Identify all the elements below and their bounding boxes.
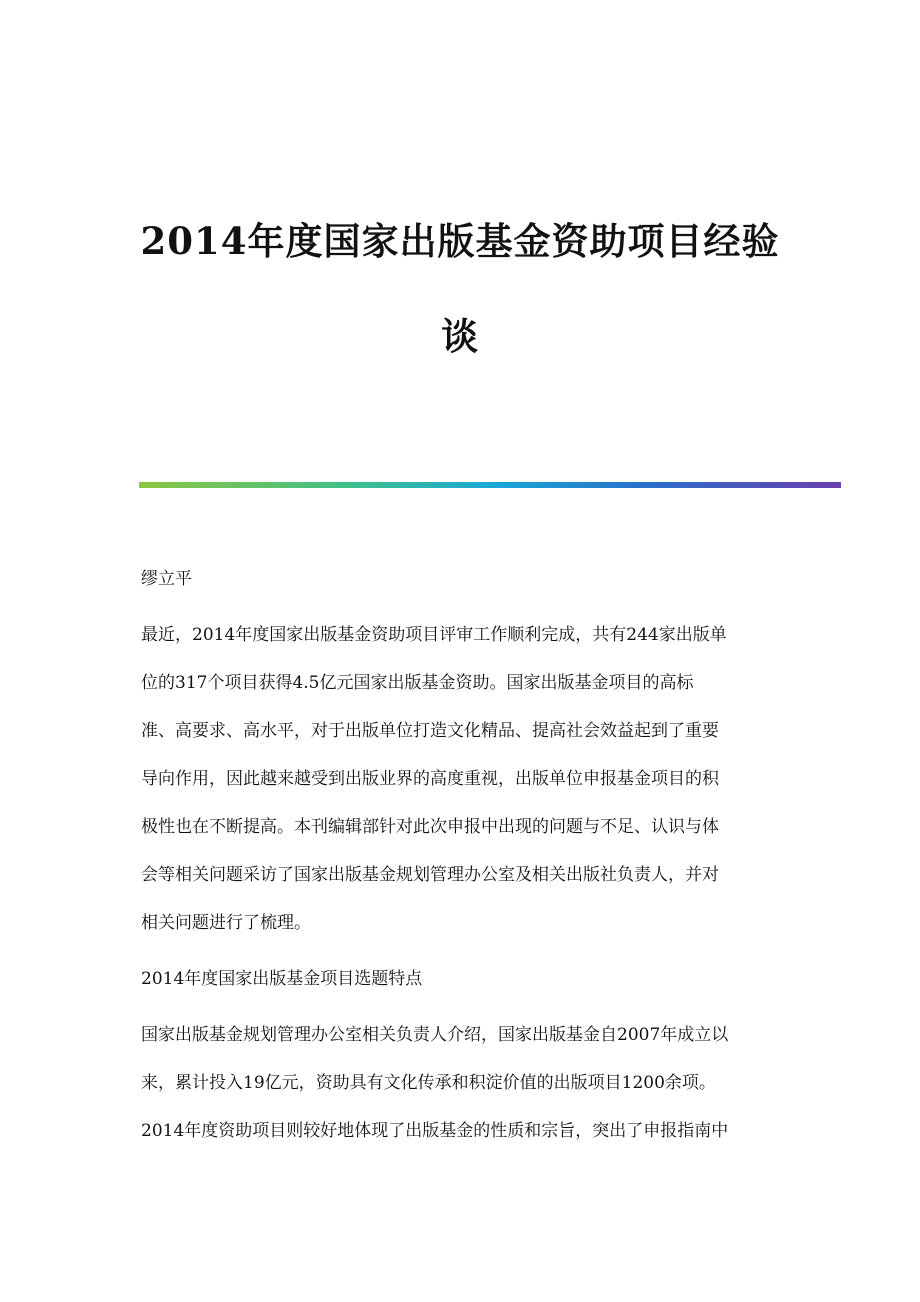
paragraph-2-line-1: 国家出版基金规划管理办公室相关负责人介绍，国家出版基金自2007年成立以 xyxy=(141,1025,729,1045)
paragraph-1-line-2: 位的317个项目获得4.5亿元国家出版基金资助。国家出版基金项目的高标 xyxy=(141,673,694,693)
paragraph-1-line-1: 最近，2014年度国家出版基金资助项目评审工作顺利完成，共有244家出版单 xyxy=(141,625,727,645)
document-title-line-2: 谈 xyxy=(441,314,479,358)
author-name: 缪立平 xyxy=(141,569,192,589)
paragraph-1-line-4: 导向作用，因此越来越受到出版业界的高度重视，出版单位申报基金项目的积 xyxy=(141,769,719,789)
paragraph-1-line-5: 极性也在不断提高。本刊编辑部针对此次申报中出现的问题与不足、认识与体 xyxy=(141,817,719,837)
paragraph-1-line-7: 相关问题进行了梳理。 xyxy=(141,913,311,933)
section-heading: 2014年度国家出版基金项目选题特点 xyxy=(141,969,423,989)
paragraph-2-line-3: 2014年度资助项目则较好地体现了出版基金的性质和宗旨，突出了申报指南中 xyxy=(141,1121,729,1141)
paragraph-1-line-6: 会等相关问题采访了国家出版基金规划管理办公室及相关出版社负责人，并对 xyxy=(141,865,719,885)
paragraph-2-line-2: 来，累计投入19亿元，资助具有文化传承和积淀价值的出版项目1200余项。 xyxy=(141,1073,716,1093)
gradient-divider xyxy=(139,482,841,488)
paragraph-1-line-3: 准、高要求、高水平，对于出版单位打造文化精品、提高社会效益起到了重要 xyxy=(141,721,719,741)
document-title-line-1: 2014年度国家出版基金资助项目经验 xyxy=(140,219,780,263)
